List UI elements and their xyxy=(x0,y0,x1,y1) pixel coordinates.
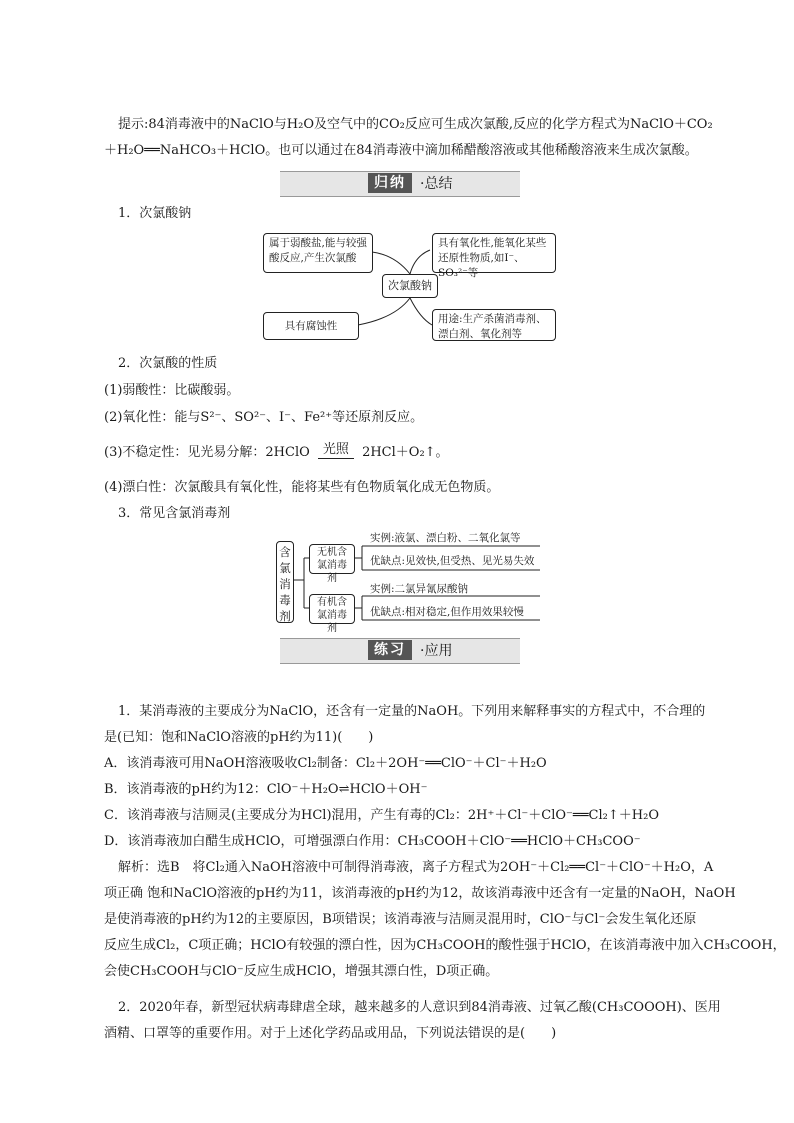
q1-stem-line-1: 1．某消毒液的主要成分为NaClO，还含有一定量的NaOH。下列用来解释事实的方程式中，不合理的 xyxy=(118,704,706,719)
practice-sub: ·应用 xyxy=(420,643,453,659)
s1-box-bottom-left: 具有腐蚀性 xyxy=(263,312,359,340)
q1-answer-line-4: 反应生成Cl₂，C项正确；HClO有较强的漂白性，因为CH₃COOH的酸性强于HClO，在该消毒液中加入CH₃COOH， xyxy=(104,938,786,953)
s3-heading: 3．常见含氯消毒剂 xyxy=(118,506,231,521)
s2-item-3-products: 2HCl＋O₂↑。 xyxy=(362,445,449,460)
q1-answer-line-2: 项正确 饱和NaClO溶液的pH约为11，该消毒液的pH约为12，故该消毒液中还含有一定量的NaOH，NaOH xyxy=(104,886,736,901)
q1-stem-line-2: 是(已知：饱和NaClO溶液的pH约为11)( ) xyxy=(104,730,374,745)
s3-organic-example: 实例:二氯异氰尿酸钠 xyxy=(370,583,469,595)
s2-item-4: (4)漂白性：次氯酸具有氧化性，能将某些有色物质氧化成无色物质。 xyxy=(104,480,500,495)
summary-sub: ·总结 xyxy=(420,176,453,192)
s3-root-box: 含氯消毒剂 xyxy=(276,541,294,623)
light-label: 光照 xyxy=(318,442,354,459)
s2-heading: 2．次氯酸的性质 xyxy=(118,356,218,371)
q2-stem-line-1: 2．2020年春，新型冠状病毒肆虐全球，越来越多的人意识到84消毒液、过氧乙酸(CH₃COOOH)、医用 xyxy=(118,1000,721,1015)
q1-option-d: D．该消毒液加白醋生成HClO，可增强漂白作用：CH₃COOH＋ClO⁻══HClO＋CH₃COO⁻ xyxy=(104,834,641,849)
s2-item-3 xyxy=(104,440,449,466)
q1-answer-line-1: 解析：选B 将Cl₂通入NaOH溶液中可制得消毒液，离子方程式为2OH⁻＋Cl₂══Cl⁻＋ClO⁻＋H₂O，A xyxy=(118,860,714,875)
practice-tag: 练习 xyxy=(368,640,412,660)
q1-answer-line-5: 会使CH₃COOH与ClO⁻反应生成HClO，增强其漂白性，D项正确。 xyxy=(104,964,499,979)
hint-line-2: ＋H₂O══NaHCO₃＋HClO。也可以通过在84消毒液中滴加稀醋酸溶液或其他稀酸溶液来生成次氯酸。 xyxy=(104,143,698,158)
practice-band xyxy=(280,638,520,664)
s3-inorganic-example: 实例:液氯、漂白粉、二氧化氯等 xyxy=(370,532,521,544)
s1-box-top-right: 具有氧化性,能氧化某些还原性物质,如I⁻、SO₃²⁻等 xyxy=(432,233,556,273)
s1-heading: 1．次氯酸钠 xyxy=(118,206,192,221)
s1-box-top-left: 属于弱酸盐,能与较强酸反应,产生次氯酸 xyxy=(263,233,373,273)
s2-item-3-text: (3)不稳定性：见光易分解：2HClO xyxy=(104,445,310,460)
hint-line-1: 提示:84消毒液中的NaClO与H₂O及空气中的CO₂反应可生成次氯酸,反应的化学方程式为NaClO＋CO₂ xyxy=(118,117,713,132)
s2-item-2: (2)氧化性：能与S²⁻、SO²⁻、I⁻、Fe²⁺等还原剂反应。 xyxy=(104,410,424,425)
s3-organic-pros-cons: 优缺点:相对稳定,但作用效果较慢 xyxy=(370,606,524,618)
s1-center-box: 次氯酸钠 xyxy=(382,274,438,298)
q1-option-c: C．该消毒液与洁厕灵(主要成分为HCl)混用，产生有毒的Cl₂：2H⁺＋Cl⁻＋ClO⁻══Cl₂↑＋H₂O xyxy=(104,808,659,823)
q1-option-b: B．该消毒液的pH约为12：ClO⁻＋H₂O⇌HClO＋OH⁻ xyxy=(104,782,428,797)
summary-tag: 归纳 xyxy=(368,173,412,193)
s3-organic-box: 有机含氯消毒剂 xyxy=(309,594,355,624)
s3-inorganic-box: 无机含氯消毒剂 xyxy=(309,544,355,574)
s1-box-bottom-right: 用途:生产杀菌消毒剂、漂白剂、氧化剂等 xyxy=(432,309,556,341)
s2-item-1: (1)弱酸性：比碳酸弱。 xyxy=(104,383,240,398)
s3-inorganic-pros-cons: 优缺点:见效快,但受热、见光易失效 xyxy=(370,555,535,567)
q1-option-a: A．该消毒液可用NaOH溶液吸收Cl₂制备：Cl₂＋2OH⁻══ClO⁻＋Cl⁻＋H₂O xyxy=(104,756,547,771)
q2-stem-line-2: 酒精、口罩等的重要作用。对于上述化学药品或用品，下列说法错误的是( ) xyxy=(104,1026,557,1041)
q1-answer-line-3: 是使消毒液的pH约为12的主要原因，B项错误；该消毒液与洁厕灵混用时，ClO⁻与Cl⁻会发生氧化还原 xyxy=(104,912,697,927)
